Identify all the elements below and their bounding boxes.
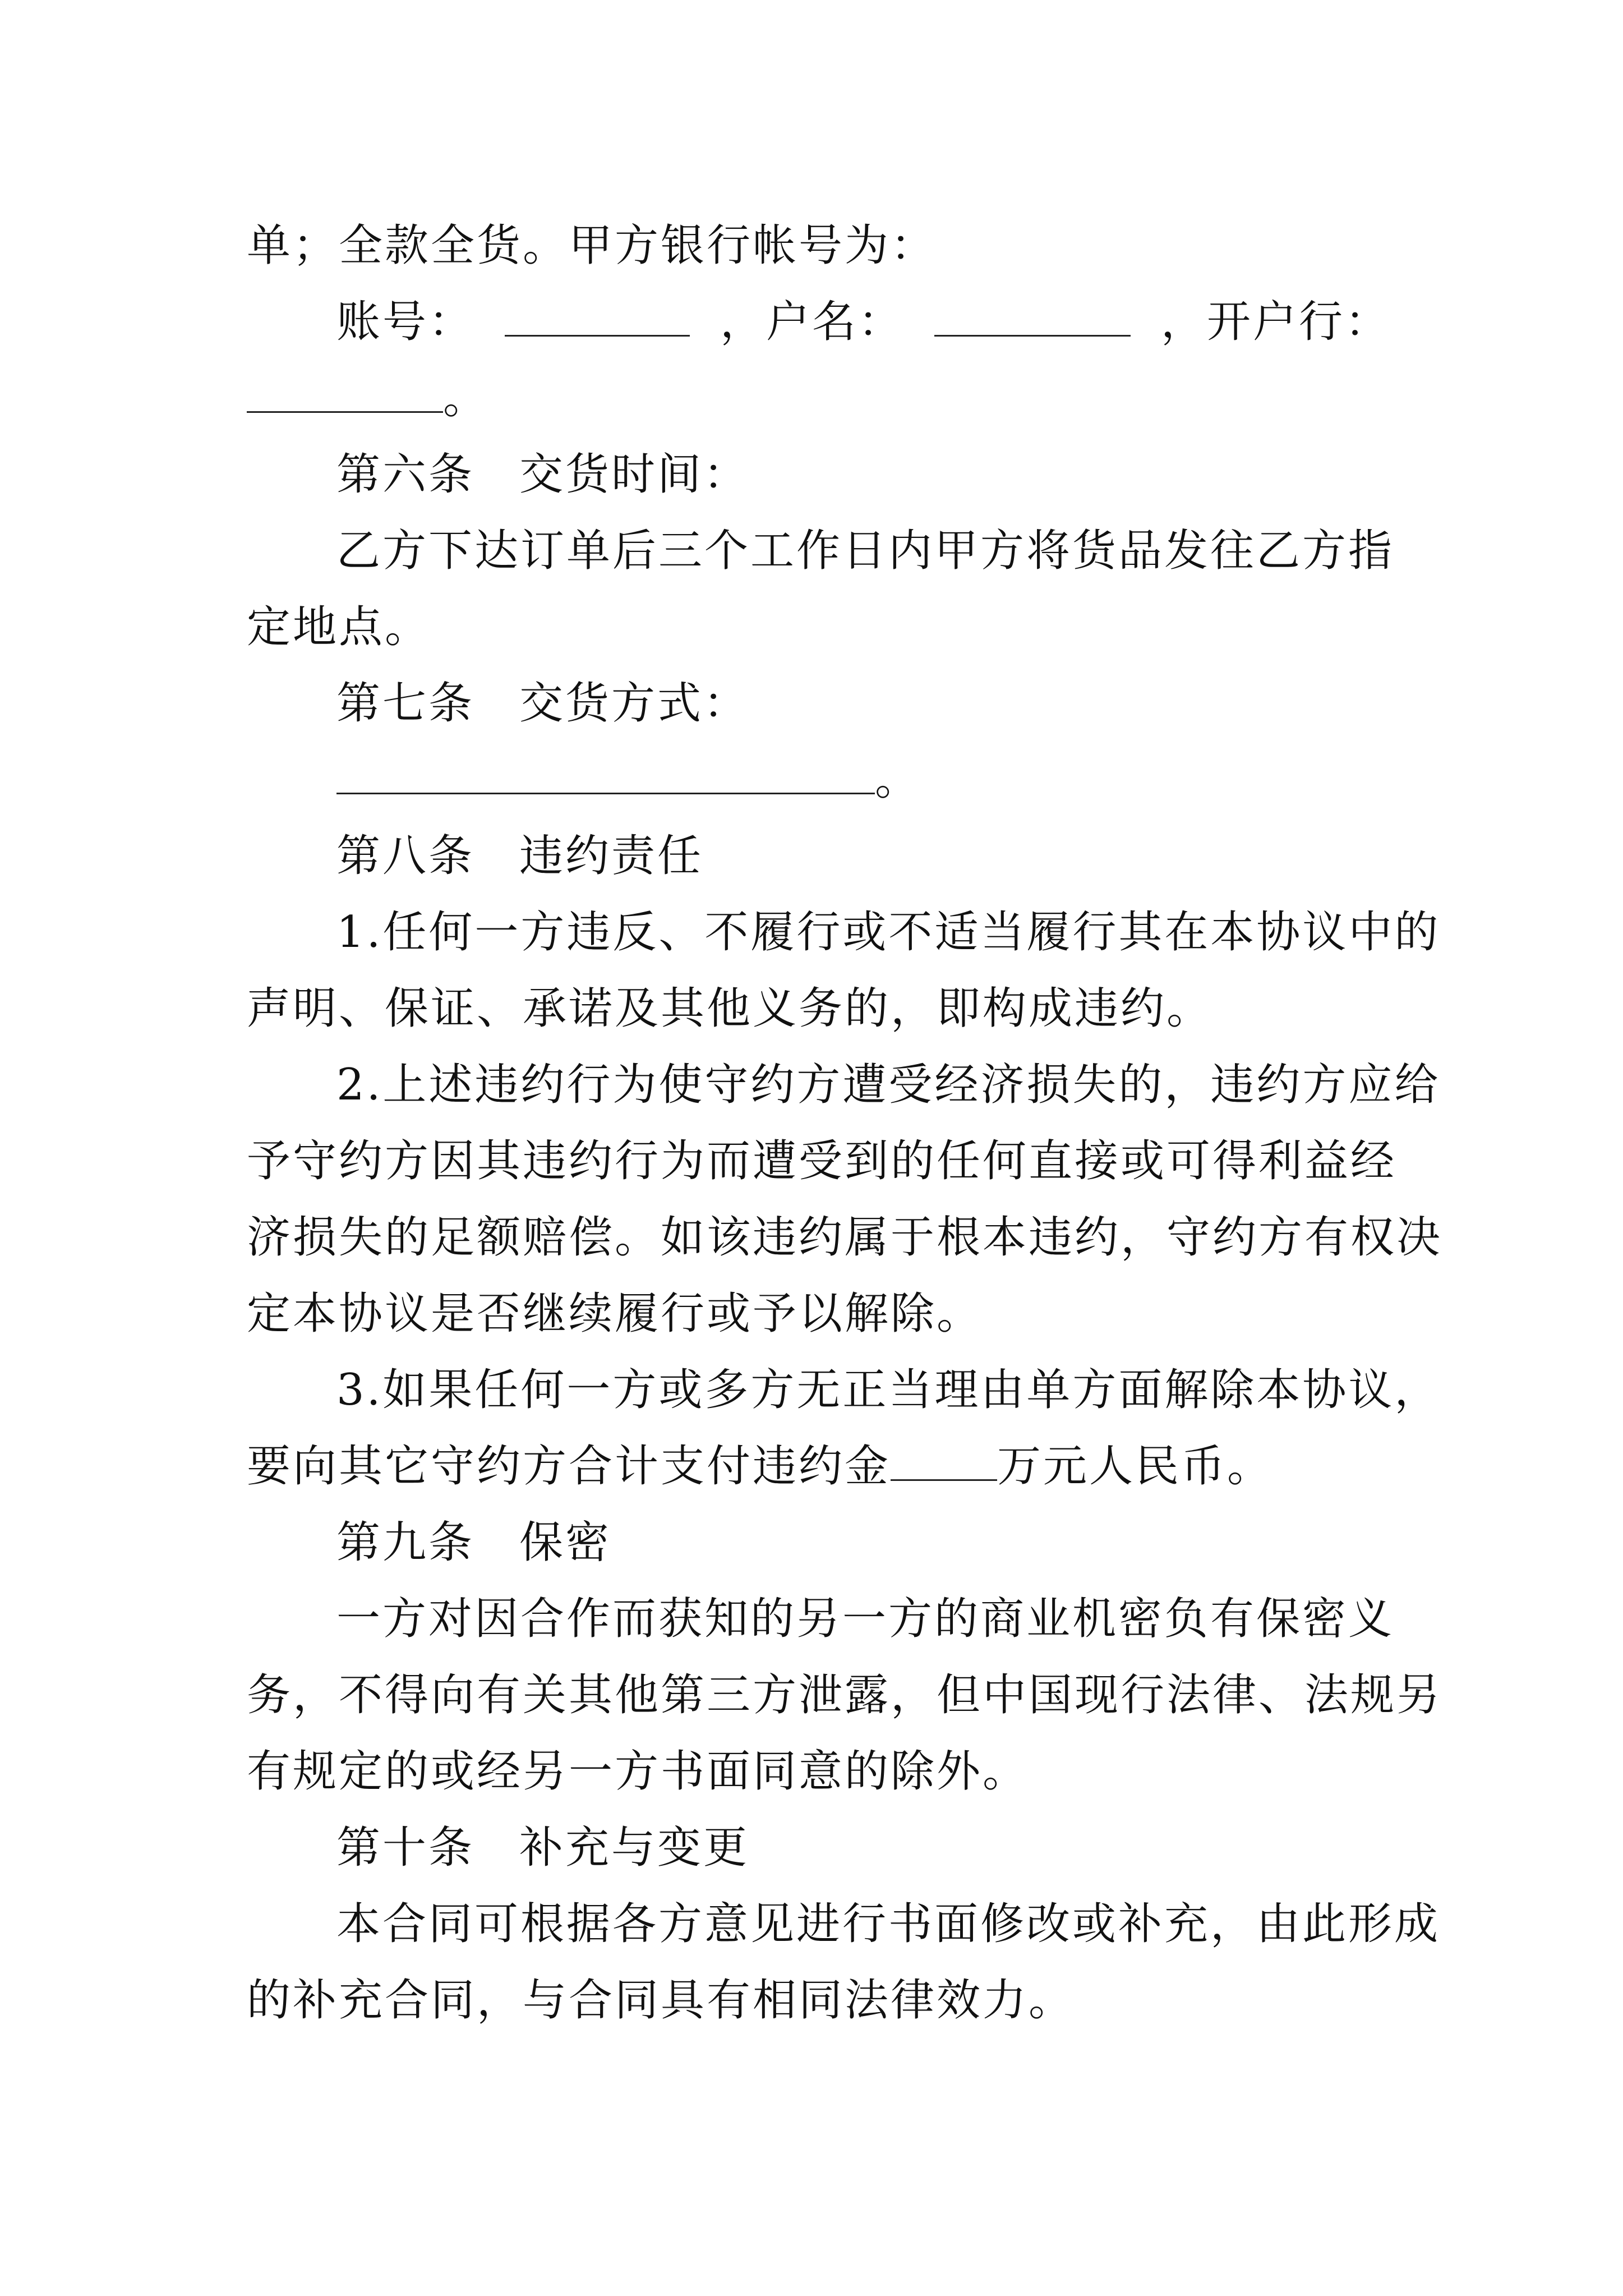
text-line: 单；全款全货。甲方银行帐号为： [247,220,937,271]
article-text: 交货方式： [519,678,750,729]
bank-name-blank [247,372,443,413]
text-line: 乙方下达订单后三个工作日内甲方将货品发往乙方指 [336,526,1395,576]
text-line: 有规定的或经另一方书面同意的除外。 [247,1746,1029,1797]
line-end-mark: 。 [875,754,921,805]
article-10-heading [247,1810,1391,1886]
contract-body [247,208,1443,2039]
text-line: 定地点。 [247,602,431,652]
bank-blank-line [247,360,1391,436]
article-9-heading [247,1504,1391,1581]
text-line: 一方对因合作而获知的另一方的商业机密负有保密义 [336,1594,1395,1644]
account-name-label: ，户名： [720,297,904,347]
bank-label: ，开户行： [1160,297,1391,347]
account-label: 账号： [336,297,475,347]
article-text: 保密 [519,1517,612,1568]
delivery-method-blank [336,753,875,794]
text-line: 予守约方因其违约行为而遭受到的任何直接或可得利益经 [247,1136,1397,1186]
text-line: 本合同可根据各方意见进行书面修改或补充，由此形成 [336,1899,1441,1949]
article-7-heading [247,665,1391,742]
text-line: 的补充合同，与合同具有相同法律效力。 [247,1975,1075,2026]
text-line: 济损失的足额赔偿。如该违约属于根本违约，守约方有权决 [247,1212,1443,1263]
article-title: 第六条 [336,449,475,500]
article-title: 第十条 [336,1823,475,1873]
article-8-heading [247,818,1391,894]
text-line: 定本协议是否继续履行或予以解除。 [247,1289,983,1339]
article-title: 第八条 [336,831,475,881]
text-line: 3.如果任何一方或多方无正当理由单方面解除本协议， [336,1365,1441,1415]
article-6-heading [247,436,1391,513]
article-title: 第七条 [336,678,475,729]
text-line: 声明、保证、承诺及其他义务的，即构成违约。 [247,983,1213,1034]
article-text: 违约责任 [519,831,704,881]
delivery-method-line [247,742,1391,818]
text-line: 1.任何一方违反、不履行或不适当履行其在本协议中的 [336,907,1441,958]
article-text: 补充与变更 [519,1823,750,1873]
article-title: 第九条 [336,1517,475,1568]
account-number-blank [505,296,690,337]
bank-account-line [247,284,1391,360]
article-text: 交货时间： [519,449,750,500]
penalty-text-post: 万元人民币。 [997,1441,1274,1492]
penalty-line [247,1428,1391,1504]
line-end-mark: 。 [443,373,490,424]
penalty-text-pre: 要向其它守约方合计支付违约金 [247,1441,891,1492]
penalty-amount-blank [891,1440,997,1481]
account-name-blank [934,296,1131,337]
text-line: 2.上述违约行为使守约方遭受经济损失的，违约方应给 [336,1060,1441,1110]
text-line: 务，不得向有关其他第三方泄露，但中国现行法律、法规另 [247,1670,1443,1720]
